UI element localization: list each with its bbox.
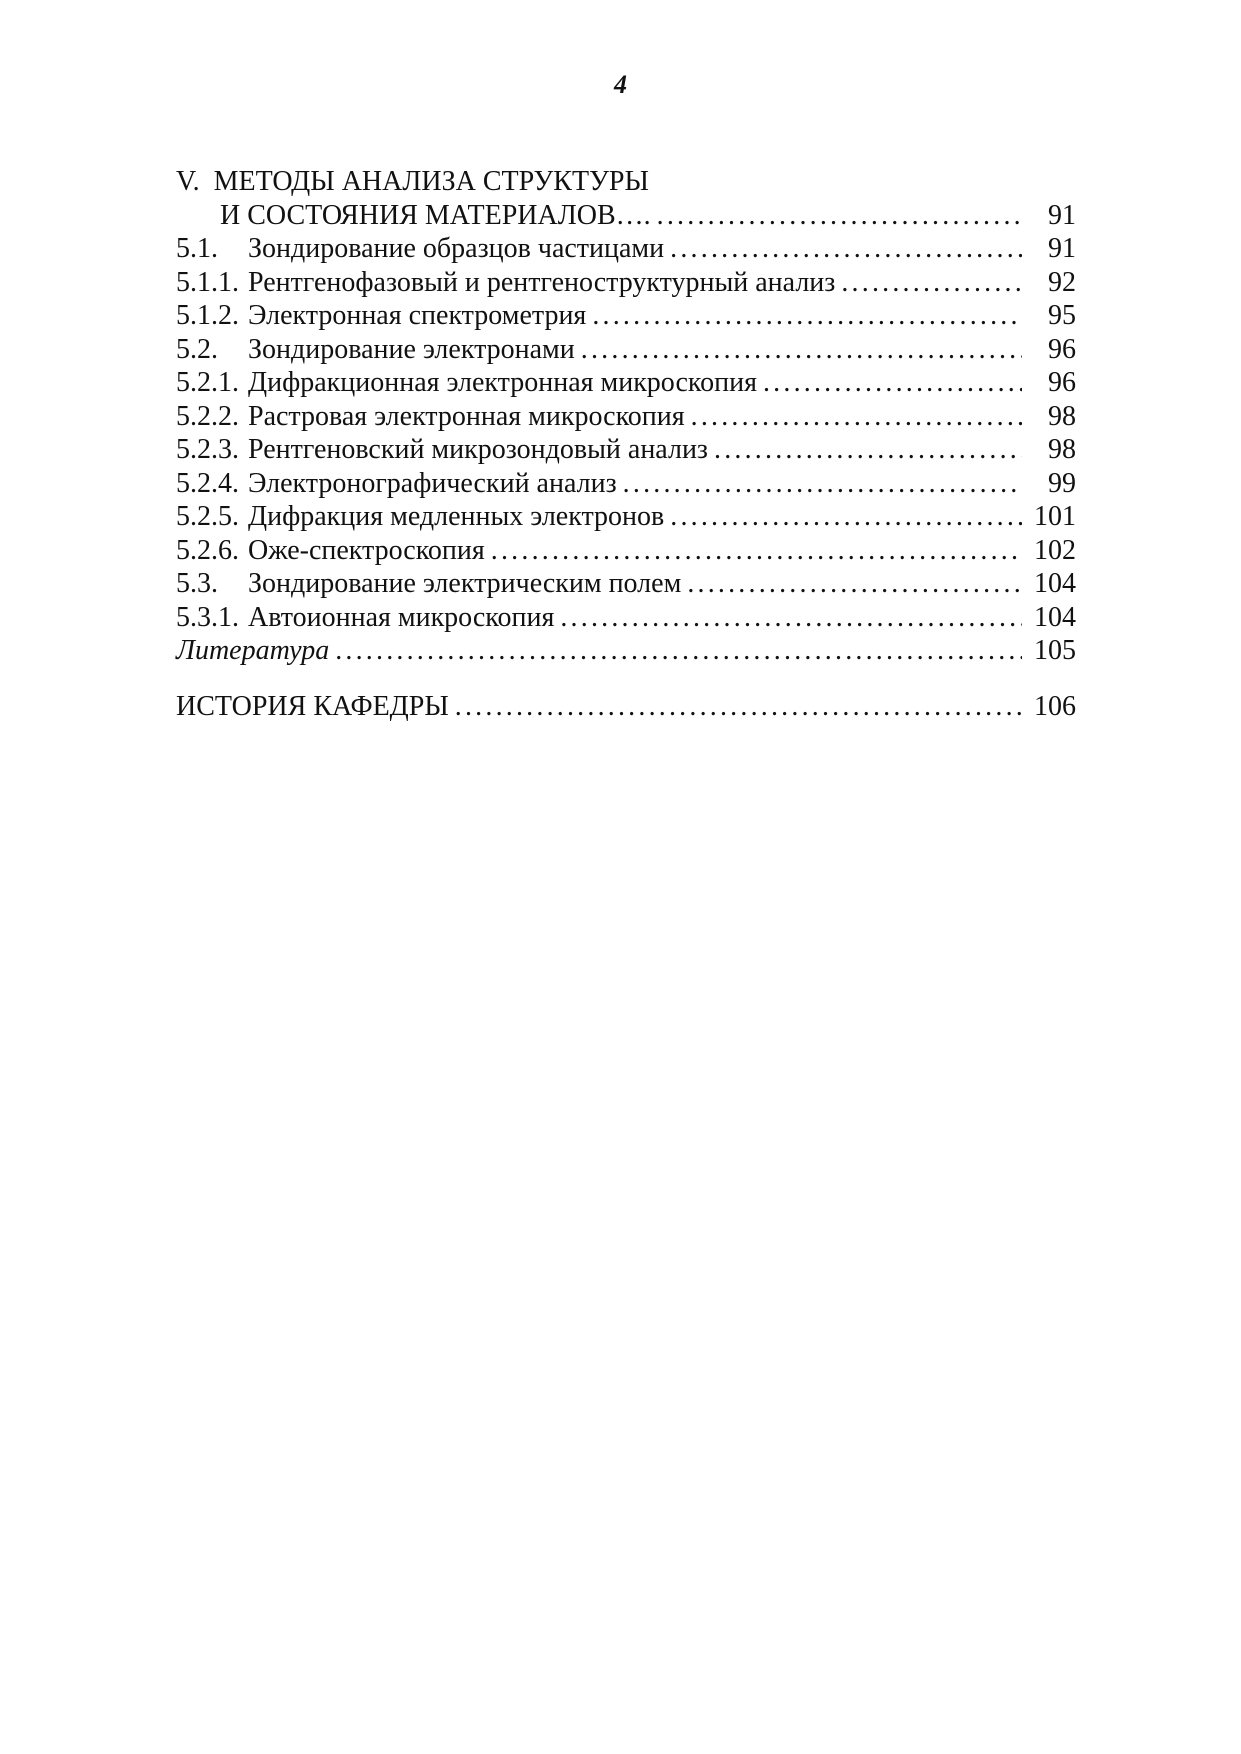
- toc-entry[interactable]: [176, 366, 1076, 400]
- toc-leader-dots: [491, 534, 1022, 568]
- toc-leader-dots: [581, 333, 1022, 367]
- toc-leader-dots: [691, 400, 1022, 434]
- toc-leader-dots: [623, 467, 1022, 501]
- toc-leader-dots: [592, 299, 1022, 333]
- toc-history-title: ИСТОРИЯ КАФЕДРЫ: [176, 690, 449, 722]
- toc-leader-dots: [670, 232, 1022, 266]
- toc-entry[interactable]: [176, 433, 1076, 467]
- toc-entry-title: Дифракция медленных электронов: [248, 501, 665, 532]
- toc-page-ref: 105: [1034, 635, 1076, 666]
- toc-entry-number: 5.2.: [176, 333, 218, 365]
- toc-entry-literature[interactable]: [176, 634, 1076, 668]
- toc-entry-number: 5.1.: [176, 233, 218, 264]
- toc-entry-title: Электронная спектрометрия: [248, 300, 587, 331]
- toc-part-heading-line1: [176, 165, 1076, 199]
- toc-page-ref: 91: [1048, 233, 1076, 264]
- toc-entry[interactable]: [176, 567, 1076, 601]
- toc-page-ref: 95: [1048, 300, 1076, 331]
- toc-entry-history[interactable]: [176, 690, 1076, 724]
- toc-page-ref: 101: [1034, 501, 1076, 532]
- section-gap: [176, 668, 1076, 690]
- toc-entry-number: 5.3.1.: [176, 601, 239, 633]
- toc-page-ref: 98: [1048, 400, 1076, 432]
- toc-entry[interactable]: [176, 266, 1076, 300]
- toc-entry-title: Оже-спектроскопия: [248, 534, 485, 566]
- toc-entry-number: 5.1.2.: [176, 300, 239, 331]
- toc-page-ref: 106: [1034, 690, 1076, 722]
- toc-part-heading-line2[interactable]: [176, 199, 1076, 233]
- toc-entry-number: 5.2.2.: [176, 400, 239, 432]
- toc-page-ref: 98: [1048, 434, 1076, 465]
- toc-leader-dots: [657, 199, 1022, 233]
- toc-leader-dots: [335, 634, 1022, 668]
- toc-entry[interactable]: [176, 333, 1076, 367]
- toc-entry-title: Зондирование электронами: [248, 333, 575, 365]
- toc-page-ref: 102: [1034, 534, 1076, 566]
- toc-leader-dots: [714, 433, 1022, 467]
- toc-entry-title: Рентгенофазовый и рентгеноструктурный анализ: [248, 266, 836, 298]
- toc-page-ref: 91: [1048, 199, 1076, 231]
- toc-entry-title: Автоионная микроскопия: [248, 601, 555, 633]
- toc-entry[interactable]: [176, 534, 1076, 568]
- toc-entry[interactable]: [176, 467, 1076, 501]
- toc-entry[interactable]: [176, 601, 1076, 635]
- toc-entry-title: Зондирование электрическим полем: [248, 568, 682, 599]
- toc-entry-title: Рентгеновский микрозондовый анализ: [248, 434, 708, 465]
- toc-entry-number: 5.2.4.: [176, 467, 239, 499]
- toc-entry-number: 5.3.: [176, 568, 218, 599]
- toc-entry-number: 5.2.5.: [176, 501, 239, 532]
- toc-entry[interactable]: [176, 500, 1076, 534]
- toc-leader-dots: [560, 601, 1022, 635]
- toc-leader-dots: [841, 266, 1022, 300]
- toc-entry[interactable]: [176, 232, 1076, 266]
- toc-part-title-line1: МЕТОДЫ АНАЛИЗА СТРУКТУРЫ: [213, 166, 649, 197]
- toc-entry-number: 5.2.6.: [176, 534, 239, 566]
- toc-page-ref: 99: [1048, 467, 1076, 499]
- table-of-contents: [176, 165, 1076, 723]
- toc-entry-number: 5.1.1.: [176, 266, 239, 298]
- toc-entry-title: Дифракционная электронная микроскопия: [248, 367, 757, 398]
- toc-page-ref: 104: [1034, 601, 1076, 633]
- toc-leader-dots: [687, 567, 1022, 601]
- toc-entry[interactable]: [176, 299, 1076, 333]
- toc-entry[interactable]: [176, 400, 1076, 434]
- toc-part-title-line2: И СОСТОЯНИЯ МАТЕРИАЛОВ….: [220, 199, 651, 231]
- page-number: 4: [614, 70, 627, 99]
- toc-page-ref: 104: [1034, 568, 1076, 599]
- toc-page-ref: 96: [1048, 367, 1076, 398]
- toc-literature-title: Литература: [176, 635, 330, 666]
- toc-leader-dots: [763, 366, 1022, 400]
- toc-leader-dots: [455, 690, 1022, 724]
- toc-entry-number: 5.2.3.: [176, 434, 239, 465]
- toc-entry-title: Зондирование образцов частицами: [248, 233, 665, 264]
- toc-entry-title: Растровая электронная микроскопия: [248, 400, 685, 432]
- toc-page-ref: 92: [1048, 266, 1076, 298]
- toc-leader-dots: [670, 500, 1022, 534]
- toc-entry-number: 5.2.1.: [176, 367, 239, 398]
- toc-page-ref: 96: [1048, 333, 1076, 365]
- toc-part-numeral: V.: [176, 166, 200, 197]
- toc-entry-title: Электронографический анализ: [248, 467, 617, 499]
